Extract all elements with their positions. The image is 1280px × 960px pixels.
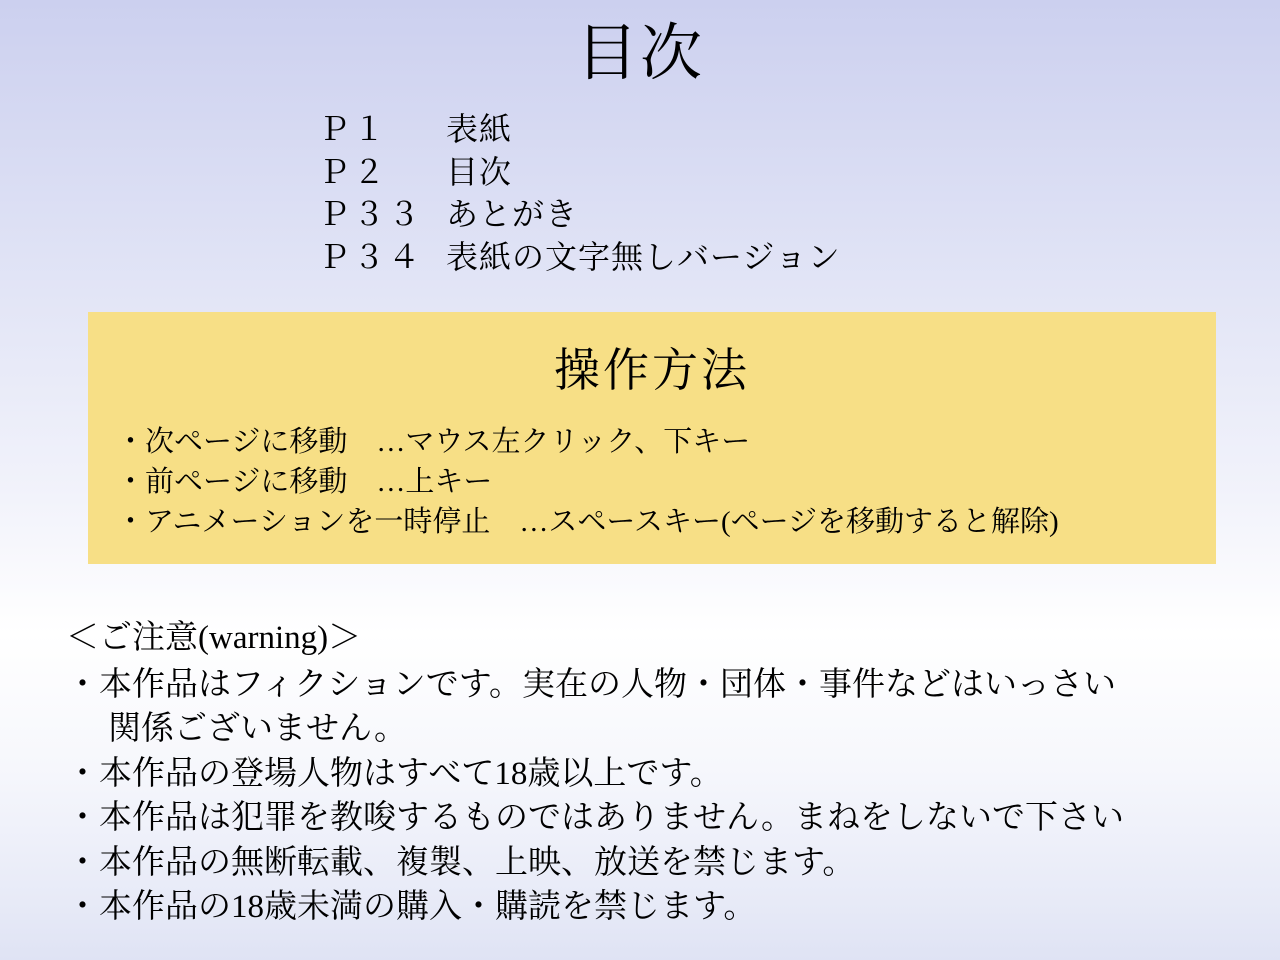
controls-panel bbox=[88, 312, 1216, 564]
warning-line: ・本作品はフィクションです。実在の人物・団体・事件などはいっさい bbox=[66, 666, 1117, 703]
warning-line: 関係ございません。 bbox=[108, 711, 407, 748]
list-item: ・次ページに移動 …マウス左クリック、下キー bbox=[116, 426, 751, 458]
warning-line: ・本作品の無断転載、複製、上映、放送を禁じます。 bbox=[66, 844, 856, 881]
list-item bbox=[318, 236, 841, 279]
list-item bbox=[318, 108, 841, 151]
warning-line: ・本作品の18歳未満の購入・購読を禁じます。 bbox=[66, 889, 757, 926]
toc-page-number: Ｐ３４ bbox=[318, 238, 424, 275]
toc-page-number: Ｐ１ bbox=[318, 111, 389, 147]
list-item bbox=[318, 151, 841, 194]
warning-heading: ＜ご注意(warning)＞ bbox=[66, 620, 362, 656]
list-item: ・アニメーションを一時停止 …スペースキー(ページを移動すると解除) bbox=[116, 506, 1059, 539]
list-item: ・前ページに移動 …上キー bbox=[116, 466, 493, 499]
toc-entry-label: 表紙の文字無しバージョン bbox=[446, 238, 841, 275]
warning-line: ・本作品は犯罪を教唆するものではありません。まねをしないで下さい bbox=[66, 800, 1124, 837]
controls-title: 操作方法 bbox=[554, 345, 750, 396]
toc-entry-label: あとがき bbox=[446, 196, 579, 233]
toc-entry-label: 表紙 bbox=[446, 111, 513, 147]
controls-list bbox=[88, 422, 1216, 542]
toc-page-number: Ｐ２ bbox=[318, 153, 389, 190]
table-of-contents bbox=[318, 108, 841, 278]
list-item bbox=[318, 193, 841, 236]
toc-entry-label: 目次 bbox=[446, 153, 513, 190]
toc-page-number: Ｐ３３ bbox=[318, 196, 424, 233]
warning-line: ・本作品の登場人物はすべて18歳以上です。 bbox=[66, 755, 723, 792]
warning-block bbox=[66, 616, 1256, 930]
page-title: 目次 bbox=[575, 20, 704, 88]
